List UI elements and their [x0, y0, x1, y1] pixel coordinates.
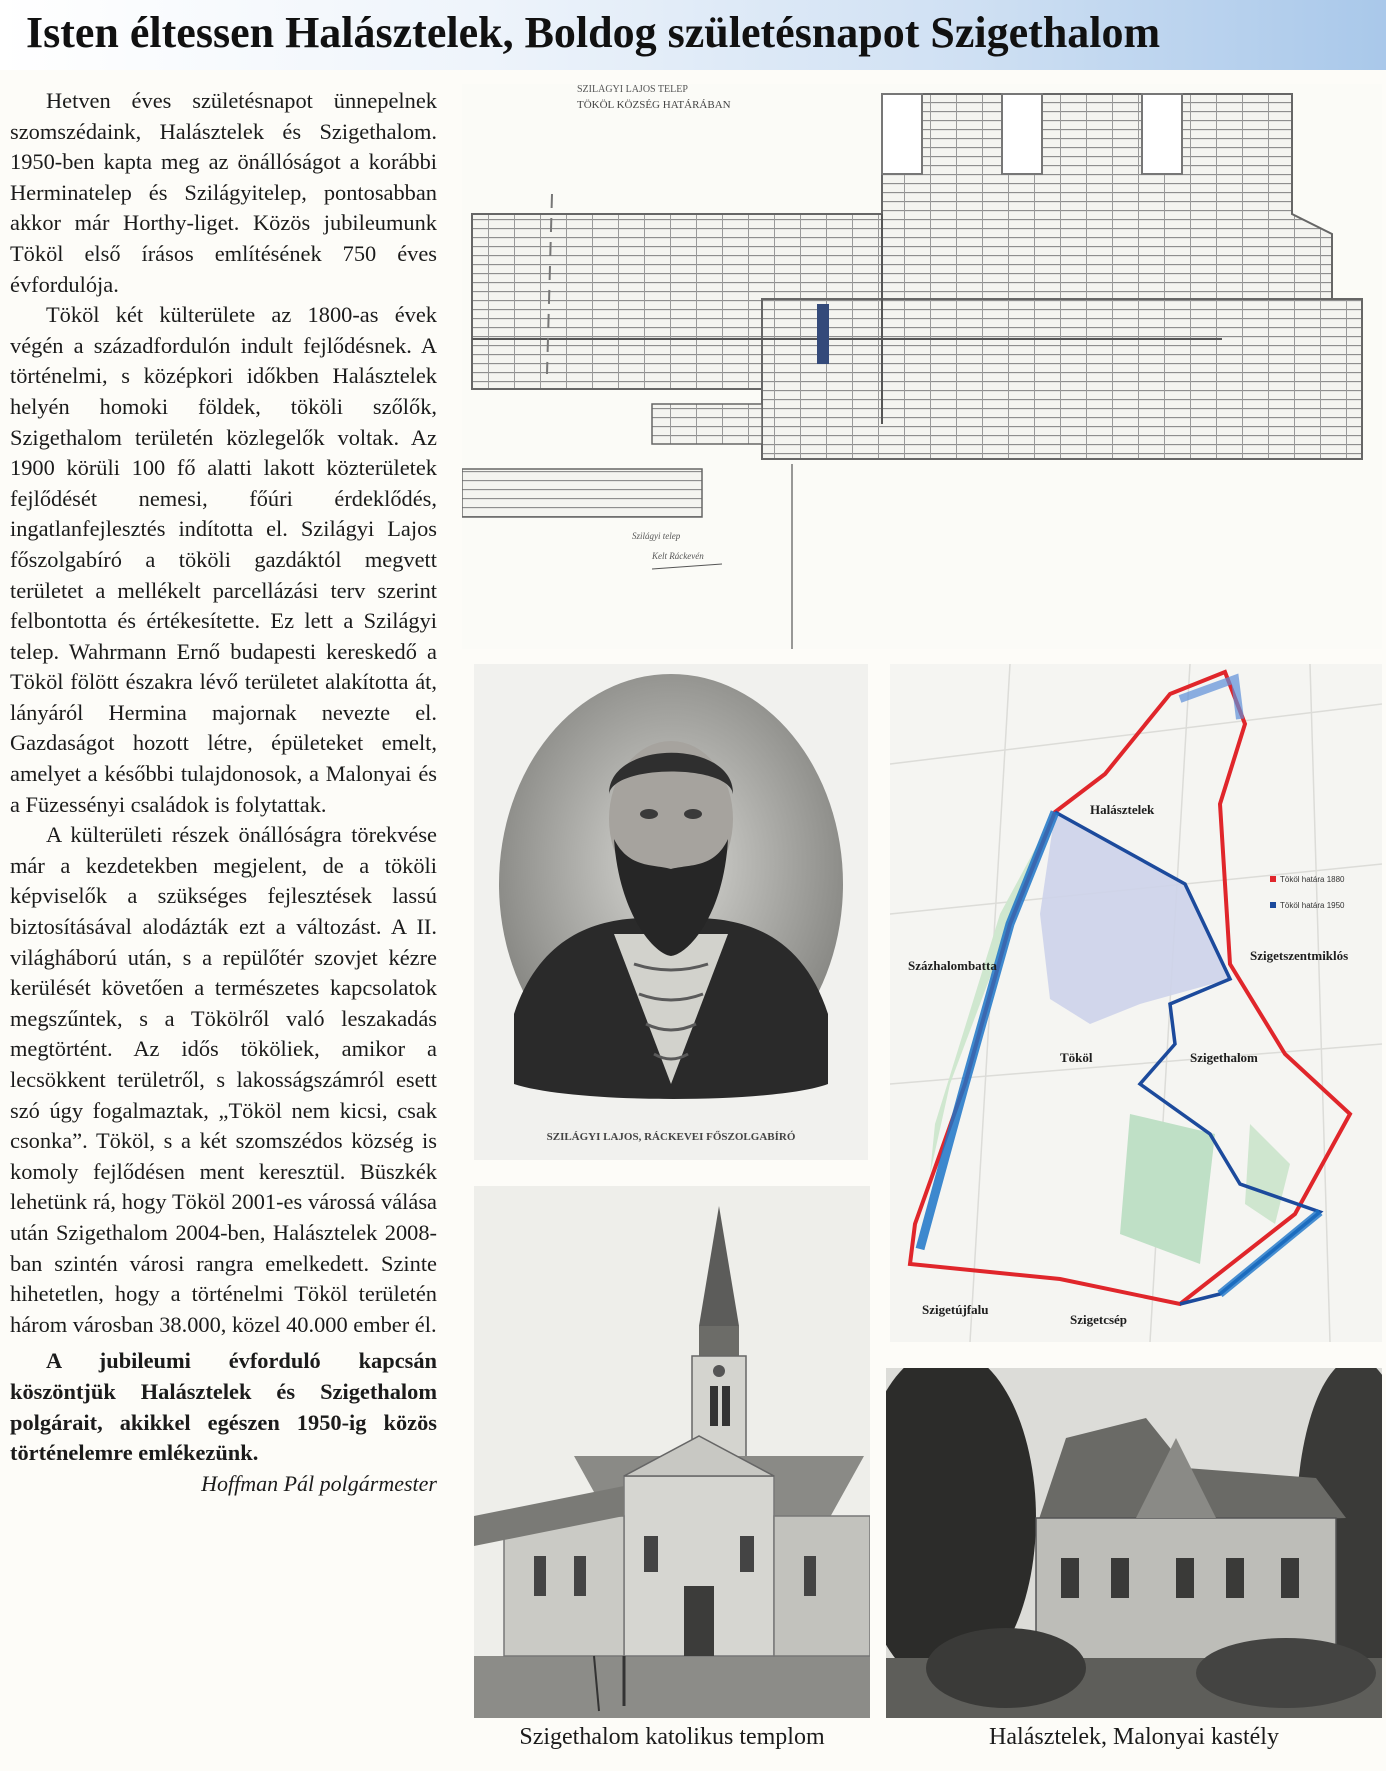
portrait-caption: SZILÁGYI LAJOS, RÁCKEVEI FŐSZOLGABÍRÓ [546, 1131, 796, 1143]
manor-caption: Halásztelek, Malonyai kastély [989, 1724, 1279, 1750]
legend-red: Tököl határa 1880 [1280, 875, 1345, 884]
parcel-plan-drawing [462, 84, 1382, 649]
plan-title-1: SZILÁGYI LAJOS TELEP [577, 84, 688, 95]
legend-blue: Tököl határa 1950 [1280, 901, 1345, 910]
map-label-szigetszentmiklos: Szigetszentmiklós [1250, 948, 1349, 963]
map-legend [1270, 875, 1345, 910]
plan-title-2: TÖKÖL KÖZSÉG HATÁRÁBAN [577, 99, 731, 111]
article-paragraph: Tököl két külterülete az 1800-as évek végén a századfordulón indult fejlődésnek. A történelmi, s középkori időkben Halásztelek helyén homoki földek, tököli szőlők, Szigethalom területén közlegelők voltak. Az 1900 körüli 100 fő alatti lakott közterületek fejlődését nemesi, főúri érdeklődés, ingatlanfejlesztés indította el. Szilágyi Lajos főszolgabíró a tököli gazdáktól megvett területet a mellékelt parcellázási terv szerint felbontotta és értékesítette. Ez lett a Szilágyi telep. Wahrmann Ernő budapesti kereskedő a Tököl fölött északra lévő területet alakította át, lányáról Hermina majornak nevezte el. Gazdaságot hozott létre, épületeket emelt, amelyet a későbbi tulajdonosok, a Malonyai és a Füzessényi családok is folytattak. [10, 302, 437, 817]
map-figure [890, 664, 1382, 1342]
map-label-halasztelek: Halásztelek [1090, 802, 1155, 817]
parcel-plan-figure [462, 84, 1382, 649]
author-signature: Hoffman Pál polgármester [201, 1470, 437, 1496]
map-label-tokol: Tököl [1060, 1050, 1093, 1065]
church-figure [474, 1186, 870, 1718]
map-label-szigetujfalu: Szigetújfalu [922, 1302, 989, 1317]
article-paragraph: A külterületi részek önállóságra törekvése már a kezdetekben megjelent, de a tököli képviselők a szükséges fejlesztések lassú biztosításával alodázták ezt a változást. A II. világháború után, s a repülőtér szovjet kézre kerülését követően a természetes kapcsolatok megszűntek, s a Tökölről való leszakadás megtörtént. Az idős tököliek, amikor a lecsökkent területről, s lakosságszámról esett szó úgy fogalmaztak, „Tököl nem kicsi, csak csonka”. Tököl, s a két szomszédos község is komoly fejlődésen ment keresztül. Büszkék lehetünk rá, hogy Tököl 2001-es várossá válása után Szigethalom 2004-ben, Halásztelek 2008-ban szintén városi rangra emelkedett. Szinte hihetetlen, hogy a történelmi Tököl területén három városban 38.000, közel 40.000 ember él. [10, 822, 437, 1337]
page-title: Isten éltessen Halásztelek, Boldog születésnapot Szigethalom [26, 8, 1161, 57]
closing-greeting: A jubileumi évforduló kapcsán köszöntjük Halásztelek és Szigethalom polgárait, akikkel egészen 1950-ig közös történelemre emlékezünk. [10, 1348, 437, 1466]
map-label-szigetcsep: Szigetcsép [1070, 1312, 1128, 1327]
portrait-figure [474, 664, 868, 1160]
manor-photo [886, 1368, 1382, 1718]
article-paragraph: Hetven éves születésnapot ünnepelnek szomszédaink, Halásztelek és Szigethalom. 1950-ben kapta meg az önállóságot a korábbi Herminatelep és Szilágyitelep, pontosabban akkor már Horthy-liget. Közös jubileumunk Tököl első írásos említésének 750 éves évfordulója. [10, 88, 437, 297]
svg-text:Szilágyi telep: Szilágyi telep [632, 531, 681, 541]
article-body [10, 86, 437, 1499]
boundary-map [890, 664, 1382, 1342]
portrait-image [474, 664, 868, 1160]
map-label-szigethalom: Szigethalom [1190, 1050, 1258, 1065]
church-photo [474, 1186, 870, 1718]
svg-text:Kelt Ráckevén: Kelt Ráckevén [652, 551, 704, 561]
map-label-szazhalombatta: Százhalombatta [908, 958, 997, 973]
manor-figure [886, 1368, 1382, 1718]
church-caption: Szigethalom katolikus templom [519, 1724, 825, 1750]
